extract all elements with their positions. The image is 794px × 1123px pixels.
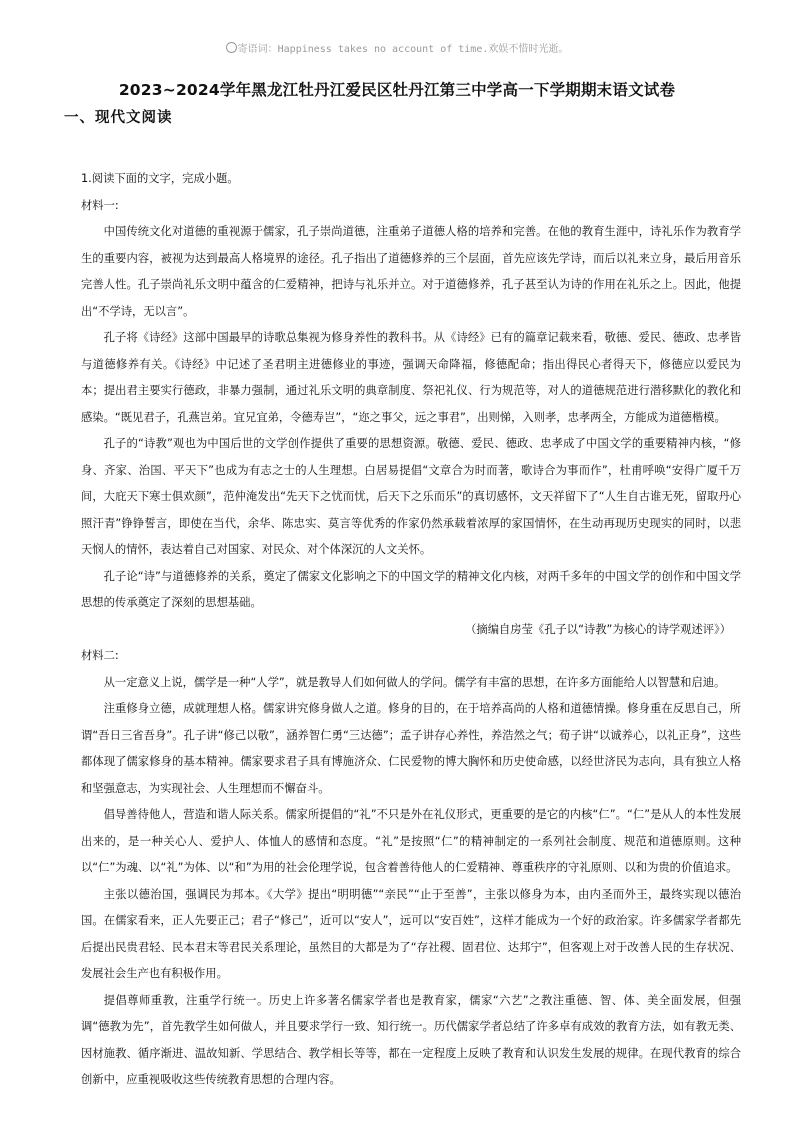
question-prompt: 1.阅读下面的文字，完成小题。 (81, 172, 239, 185)
source-citation: （摘编自房莹《孔子以“诗教”为核心的诗学观述评》） (465, 622, 731, 636)
material-one-label: 材料一: (81, 198, 119, 212)
paragraph: 中国传统文化对道德的重视源于儒家，孔子崇尚道德，注重弟子道德人格的培养和完善。在他的教育生涯中，诗礼乐作为教育学生的重要内容，被视为达到最高人格境界的途径。孔子指出了道德修养的三个层面，首先应该先学诗，而后以礼来立身，最后用音乐完善人性。孔子崇尚礼乐文明中蕴含的仁爱精神，把诗与礼乐并立。对于道德修养，孔子甚至认为诗的作用在礼乐之上。因此，他提出“不学诗，无以言”。 (81, 225, 741, 318)
material-two-label: 材料二: (81, 649, 119, 662)
paragraph: 从一定意义上说，儒学是一种“人学”，就是教导人们如何做人的学问。儒学有丰富的思想，在许多方面能给人以智慧和启迪。 (103, 675, 726, 689)
paragraph: 孔子的“诗教”观也为中国后世的文学创作提供了重要的思想资源。敬德、爱民、德政、忠孝成了中国文学的重要精神内核，“修身、齐家、治国、平天下”也成为有志之士的人生理想。白居易提倡“文章合为时而著，歌诗合为事而作”，杜甫呼唤“安得广厦千万间，大庇天下寒士俱欢颜”，范仲淹发出“先天下之忧而忧，后天下之乐而乐”的真切感怀，文天祥留下了“人生自古谁无死，留取丹心照汗青”铮铮誓言，即使在当代，余华、陈忠实、莫言等优秀的作家仍然承载着浓厚的家国情怀，在生动再现历史现实的同时，以悲天悯人的情怀，表达着自己对国家、对民众、对个体深沉的人文关怀。 (81, 437, 741, 556)
reading-passage (81, 166, 741, 1094)
motto-text: 寄语词：Happiness takes no account of time.欢娱不惜时光逝。 (237, 44, 569, 55)
paragraph: 孔子论“诗”与道德修养的关系，奠定了儒家文化影响之下的中国文学的精神文化内核，对两千多年的中国文学的创作和中国文学思想的传承奠定了深刻的思想基础。 (81, 569, 741, 609)
section-heading: 一、现代文阅读 (64, 110, 173, 126)
smile-icon (226, 42, 237, 53)
paragraph: 提倡尊师重教，注重学行统一。历史上许多著名儒家学者也是教育家，儒家“六艺”之教注重德、智、体、美全面发展，但强调“德教为先”，首先教学生如何做人，并且要求学行一致、知行统一。历代儒家学者总结了许多卓有成效的教育方法，如有教无类、因材施教、循序渐进、温故知新、学思结合、教学相长等等，都在一定程度上反映了教育和认识发生发展的规律。在现代教育的综合创新中，应重视吸收这些传统教育思想的合理内容。 (81, 993, 741, 1086)
paragraph: 孔子将《诗经》这部中国最早的诗歌总集视为修身养性的教科书。从《诗经》已有的篇章记载来看，敬德、爱民、德政、忠孝皆与道德修养有关。《诗经》中记述了圣君明主进德修业的事迹，强调天命降福，修德配命；指出得民心者得天下，修德应以爱民为本；提出君主要实行德政，非暴力强制，通过礼乐文明的典章制度、祭祀礼仪、行为规范等，对人的道德规范进行潜移默化的教化和感染。“既见君子，孔燕岂弟。宜兄宜弟，令德寿岂”，“迩之事父，远之事君”，出则悌，入则孝，忠孝两全，方能成为道德楷模。 (81, 331, 741, 424)
paragraph: 倡导善待他人，营造和谐人际关系。儒家所提倡的“礼”不只是外在礼仪形式，更重要的是它的内核“仁”。“仁”是从人的本性发展出来的，是一种关心人、爱护人、体恤人的感情和态度。“礼”是按照“仁”的精神制定的一系列社会制度、规范和道德原则。这种以“仁”为魂、以“礼”为体、以“和”为用的社会伦理学说，包含着善待他人的仁爱精神、尊重秩序的守礼原则、以和为贵的价值追求。 (81, 808, 741, 874)
motto-watermark (0, 40, 794, 55)
exam-title: 2023~2024学年黑龙江牡丹江爱民区牡丹江第三中学高一下学期期末语文试卷 (118, 81, 676, 99)
paragraph: 注重修身立德，成就理想人格。儒家讲究修身做人之道。修身的目的，在于培养高尚的人格和道德情操。修身重在反思自己，所谓“吾日三省吾身”。孔子讲“修己以敬”，涵养智仁勇“三达德”；孟子讲存心养性，养浩然之气；荀子讲“以诚养心，以礼正身”，这些都体现了儒家修身的基本精神。儒家要求君子具有博施济众、仁民爱物的博大胸怀和历史使命感，以经世济民为志向，具有独立人格和坚强意志，为实现社会、人生理想而不懈奋斗。 (81, 702, 741, 795)
paragraph: 主张以德治国，强调民为邦本。《大学》提出“明明德”“亲民”“止于至善”，主张以修身为本，由内圣而外王，最终实现以德治国。在儒家看来，正人先要正己；君子“修己”，近可以“安人”，远可以“安百姓”，这样才能成为一个好的政治家。许多儒家学者都先后提出民贵君轻、民本君末等君民关系理论，虽然目的大都是为了“存社稷、固君位、达邦宁”，但客观上对于改善人民的生存状况、发展社会生产也有积极作用。 (81, 887, 741, 980)
